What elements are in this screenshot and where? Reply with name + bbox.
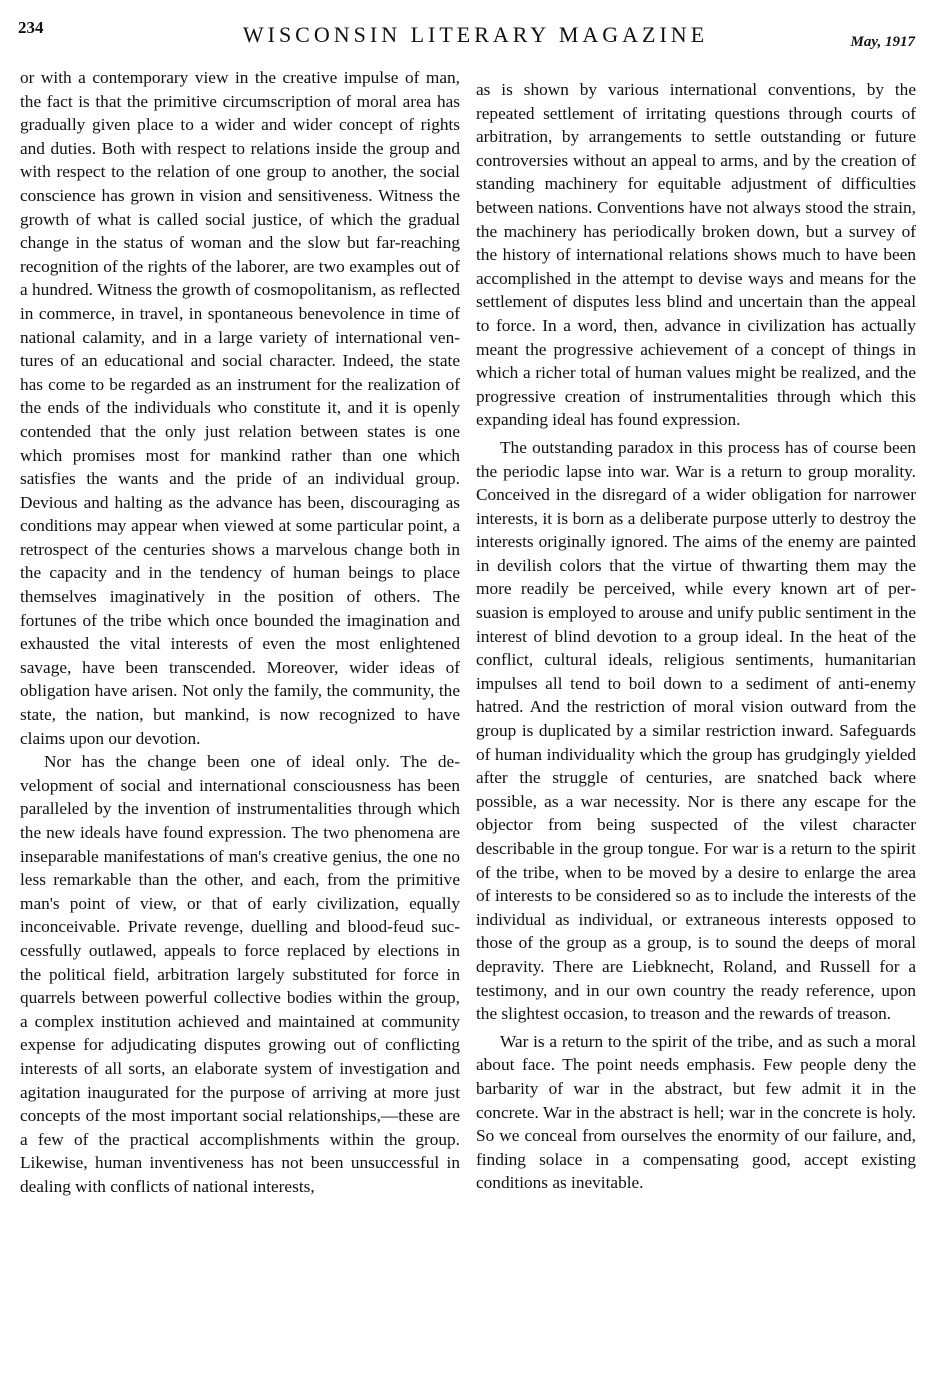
page-header (18, 14, 919, 54)
issue-date: May, 1917 (850, 34, 915, 50)
left-column (20, 66, 460, 1199)
paragraph: Nor has the change been one of ideal only. The development of social and international consciousness has been paralleled by the invention of instrumentalities through which the new ideals have found expression. The two phenomena are inseparable manifestations of man's creative genius, the one no less remarkable than the other, and each, from the primitive man's point of view, or that of early civilization, equally inconceivable. Private revenge, duelling and blood-feud successfully outlawed, appeals to force replaced by elections in the political field, arbitration largely substituted for force in quarrels between powerful collective bodies within the group, a complex institution achieved and maintained at community expense for adjudicating disputes growing out of conflicting interests of all sorts, an elaborate system of investigation and agitation inaugurated for the purpose of arriving at more just concepts of the most important social relationships,—these are a few of the practical accomplishments within the group. Likewise, human inventiveness has not been unsuccessful in dealing with conflicts of national interests, (20, 752, 460, 1196)
paragraph: or with a contemporary view in the creative impulse of man, the fact is that the primitive circumscription of moral area has gradually given place to a wider and wider concept of rights and duties. Both with respect to relations inside the group and with respect to the relation of one group to another, the social conscience has grown in vision and sensitiveness. Witness the growth of what is called social justice, of which the gradual change in the status of woman and the slow but far-reaching recognition of the rights of the laborer, are two examples out of a hundred. Witness the growth of cosmopolitanism, as reflected in commerce, in travel, in spontaneous benevolence in time of national calamity, and in a large variety of international ventures of an educational and social character. Indeed, the state has come to be regarded as an instrument for the realization of the ends of the individuals who constitute it, and it is openly contended that the only just relation between states is one which promises most for mankind rather than one which satisfies the wants and the pride of an individual group. Devious and halting as the advance has been, discouraging as conditions may appear when viewed at some particular point, a retrospect of the centuries shows a marvelous change both in the capacity and in the tendency of human beings to place themselves imaginatively in the position of others. The fortunes of the tribe which once bounded the imagination and exhausted the vital interests of even the most enlightened savage, have been transcended. Moreover, wider ideas of obligation have arisen. Not only the family, the community, the state, the nation, but mankind, is now recognized to have claims upon our devotion. (20, 68, 460, 748)
page-number: 234 (18, 18, 44, 37)
magazine-title: WISCONSIN LITERARY MAGAZINE (242, 22, 709, 47)
paragraph: War is a return to the spirit of the tribe, and as such a moral about face. The point needs emphasis. Few people deny the barbarity of war in the abstract, but few admit it in the concrete. War in the abstract is hell; war in the concrete is holy. So we conceal from ourselves the enormity of our failure, and, finding solace in a compensating good, accept existing conditions as inevitable. (476, 1031, 916, 1193)
paragraph: The outstanding paradox in this process has of course been the periodic lapse into war. War is a return to group morality. Conceived in the disregard of a wider obligation for narrower interests, it is born as a deliberate purpose utterly to destroy the interests originally ignored. The aims of the enemy are painted in devilish colors that the virtue of thwarting them may the more readily be perceived, while every known art of persuasion is employed to arouse and unify public sentiment in the interest of blind devotion to a group ideal. In the heat of the conflict, cultural ideals, religious sentiments, humanitarian impulses all tend to boil down to a sediment of anti-enemy hatred. And the restriction of moral vision outward from the group is duplicated by a similar restriction inward. Safeguards of human individuality which the group has grudgingly yielded after the struggle of centuries, are snatched back where possible, as a war necessity. Nor is there any escape for the objector from being suspected of the vilest character describable in the group tongue. For war is a return to the spirit of the tribe, when to be moved by a desire to enlarge the area of interests to be considered so as to include the interests of the individual as individual, or extraneous interests opposed to those of the group as a group, is to sound the deeps of moral depravity. There are Liebknecht, Roland, and Russell for a testimony, and in our own country the ready reference, upon the slightest occasion, to treason and the rewards of treason. (476, 437, 916, 1024)
right-column (476, 78, 916, 1195)
paragraph: as is shown by various international conventions, by the repeated settlement of irritating questions through courts of arbitration, by arrangements to settle outstanding or future controversies without an appeal to arms, and by the creation of standing machinery for equitable adjustment of difficulties between nations. Conventions have not always stood the strain, the machinery has periodically broken down, but a survey of the history of international relations shows much to have been accomplished in the attempt to devise ways and means for the settlement of disputes less blind and uncertain than the appeal to force. In a word, then, advance in civilization has actually meant the progressive achievement of a concept of things in which a richer total of human values might be realized, and the progressive creation of instrumentalities through which this expanding ideal has found expression. (476, 80, 916, 430)
